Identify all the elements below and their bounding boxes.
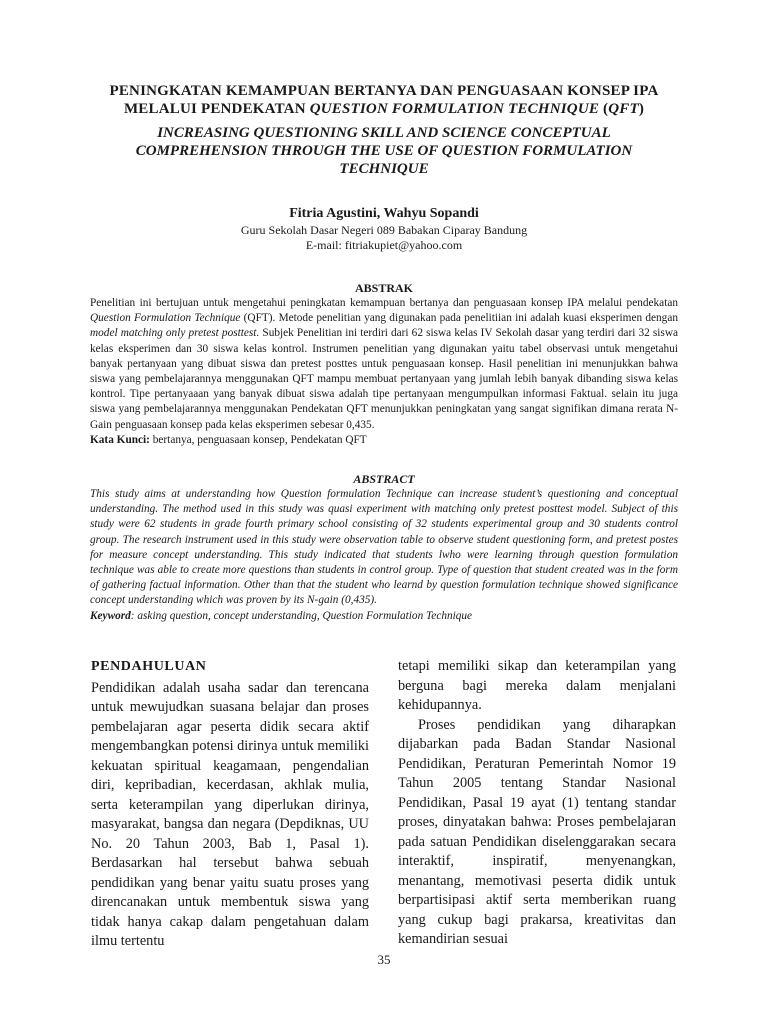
abstrak-heading: ABSTRAK [354, 281, 413, 295]
abstract-keywords-text: : asking question, concept understanding, Question Formulation Technique [130, 609, 473, 622]
right-paragraph-2: Proses pendidikan yang diharapkan dijabarkan pada Badan Standar Nasional Pendidikan, Peraturan Pemerintah Nomor 19 Tahun 2005 tentang Standar Nasional Pendidikan, Pasal 19 ayat (1) tentang standar proses, dinyatakan bahwa: Proses pembelajaran pada satuan Pendidikan diselenggarakan secara interaktif, inspiratif, menyenangkan, menantang, memotivasi peserta didik untuk berpartisipasi aktif serta memberikan ruang yang cukup bagi prakarsa, kreativitas dan kemandirian sesuai [398, 716, 676, 947]
left-paragraph: Pendidikan adalah usaha sadar dan terencana untuk mewujudkan suasana belajar dan proses pembelajaran agar peserta didik secara aktif mengembangkan potensi dirinya untuk memiliki kekuatan spiritual keagamaan, pengendalian diri, kepribadian, kecerdasan, akhlak mulia, serta keterampilan yang diperlukan dirinya, masyarakat, bangsa dan negara (Depdiknas, UU No. 20 Tahun 2003, Bab 1, Pasal 1). Berdasarkan hal tersebut bahwa sebuah pendidikan yang benar yaitu suatu proses yang direncanakan untuk membentuk siswa yang tidak hanya cakap dalam pengetahuan dalam ilmu tertentu [91, 679, 369, 949]
abstrak-keywords [90, 433, 678, 448]
title-id-line2-italic: QUESTION FORMULATION TECHNIQUE [309, 101, 600, 117]
abstrak-keywords-text: bertanya, penguasaan konsep, Pendekatan QFT [149, 433, 367, 446]
abstract-body [90, 487, 678, 624]
title-indonesian [60, 82, 708, 118]
abstrak-text-2: (QFT). Metode penelitian yang digunakan pada penelitiian ini adalah kuasi eksperimen dengan [240, 312, 678, 325]
title-id-line2-prefix: MELALUI PENDEKATAN [123, 101, 310, 117]
affiliation-block [0, 223, 768, 253]
abstrak-italic-1: Question Formulation Technique [90, 312, 241, 325]
title-id-line2-mid: ( [599, 101, 609, 117]
page-number: 35 [377, 952, 391, 967]
abstrak-italic-2: model matching only pretest posttest. [90, 327, 260, 340]
abstrak-body [90, 296, 678, 448]
abstrak-keywords-label: Kata Kunci: [90, 433, 150, 446]
title-id-line2-italic2: QFT [608, 101, 639, 117]
title-id-line1: PENINGKATAN KEMAMPUAN BERTANYA DAN PENGUASAAN KONSEP IPA [109, 83, 659, 99]
right-column [398, 657, 676, 950]
abstract-keywords-label: Keyword [90, 609, 131, 622]
abstract-text: This study aims at understanding how Question formulation Technique can increase student’s questioning and conceptual understanding. The method used in this study was quasi experiment with matching only pretest posttest model. Subject of this study were 62 students in grade fourth primary school consisting of 32 students experimental group and 30 students control group. The research instrument used in this study were observation table to observe student questioning form, and pretest postes for measure concept understanding. This study indicated that students lwho were learning through question formulation technique was able to create more questions than students in control group. Type of question that student created was in the form of gathering factual information. Other than that the student who learnd by question formulation technique showed significance concept understanding which was proven by its N-gain (0,435). [90, 488, 678, 607]
abstract-keywords [90, 609, 678, 624]
left-column [91, 657, 369, 952]
abstrak-text-3: Subjek Penelitian ini terdiri dari 62 siswa kelas IV Sekolah dasar yang terdiri dari 32 siswa kelas eksperimen dan 30 siswa kelas kontrol. Instrumen penelitian yang digunakan yaitu tabel observasi untuk mengetahui banyak pertanyaan yang dibuat siswa dan pretest posttes untuk penguasaan konsep. Hasil penelitian ini menunjukkan bahwa siswa yang pembelajarannya menggunakan QFT mampu membuat pertanyaan yang jumlah lebih banyak dibanding siswa kelas kontrol. Tipe pertanyaaan yang banyak dibuat siswa adalah tipe pertanyaan mengumpulkan informasi Faktual. selain itu juga siswa yang pembelajarannya menggunakan Pendekatan QFT menunjukkan peningkatan yang sangat signifikan dimana rerata N-Gain penguasaan konsep pada kelas eksperimen sebesar 0,435. [90, 327, 679, 431]
email: E-mail: fitriakupiet@yahoo.com [305, 238, 463, 252]
affiliation: Guru Sekolah Dasar Negeri 089 Babakan Ciparay Bandung [240, 223, 528, 237]
abstract-heading-text: ABSTRACT [353, 472, 415, 486]
title-id-line2 [60, 100, 708, 118]
right-paragraph-1: tetapi memiliki sikap dan keterampilan yang berguna bagi mereka dalam menjalani kehidupannya. [398, 658, 676, 713]
abstract-heading [0, 472, 768, 487]
title-id-line2-suffix: ) [638, 101, 645, 117]
title-english: INCREASING QUESTIONING SKILL AND SCIENCE CONCEPTUAL COMPREHENSION THROUGH THE USE OF QUESTION FORMULATION TECHNIQUE [135, 125, 633, 177]
authors: Fitria Agustini, Wahyu Sopandi [289, 206, 479, 221]
abstrak-text-1: Penelitian ini bertujuan untuk mengetahui peningkatan kemampuan bertanya dan penguasaan konsep IPA melalui pendekatan [90, 297, 678, 309]
section-heading-pendahuluan: PENDAHULUAN [91, 659, 207, 674]
